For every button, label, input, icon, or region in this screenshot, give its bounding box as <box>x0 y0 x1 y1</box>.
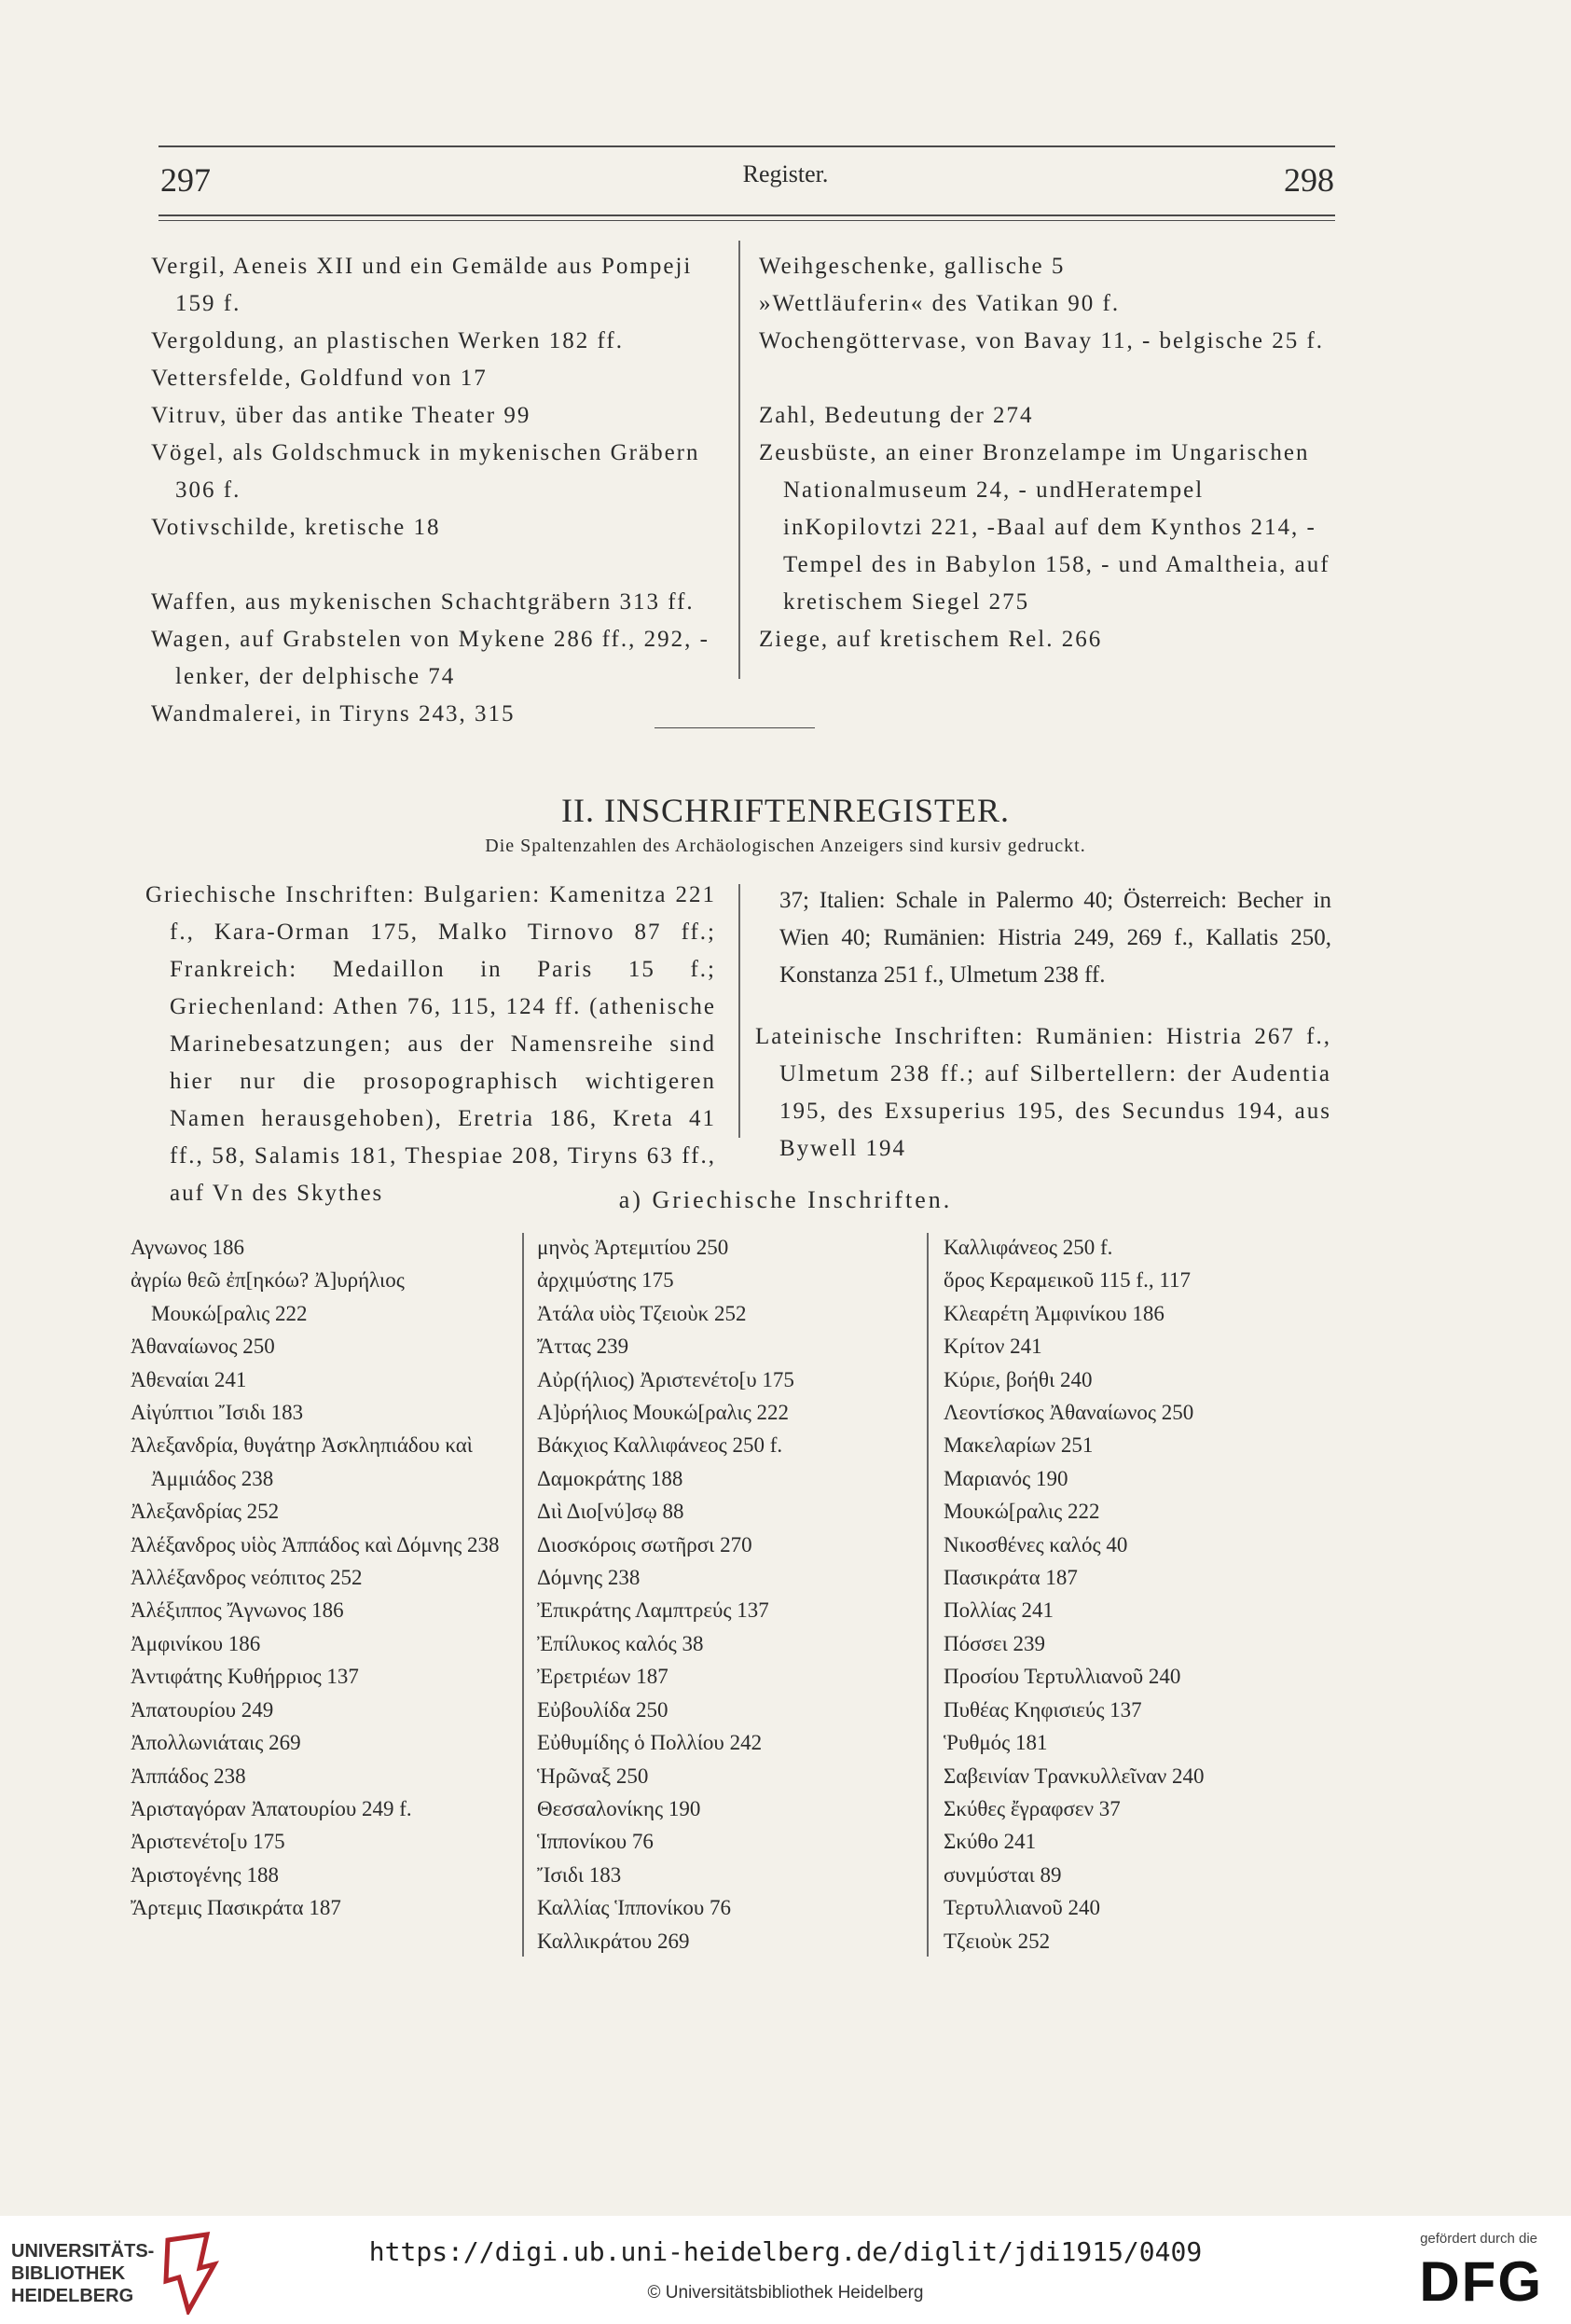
entry: Wagen, auf Grabstelen von Mykene 286 ff., 292, -lenker, der delphische 74 <box>151 627 710 689</box>
register-left-column <box>151 248 729 733</box>
intro-left-paragraph: Griechische Inschriften: Bulgarien: Kamenitza 221 f., Kara-Orman 175, Malko Tirnovo 87 ff.; Frankreich: Medaillon in Paris 15 f.; Griechenland: Athen 76, 115, 124 ff. (athenische Marinebesatzungen; aus der Namensreihe sind hier nur die prosopographisch wichtigeren Namen herausgehoben), Eretria 186, Kreta 41 ff., 58, Salamis 181, Thespiae 208, Tiryns 63 ff., auf Vn des Skythes <box>145 882 716 1206</box>
list-item: Ἡρῶναξ 250 <box>537 1764 649 1788</box>
copyright-notice: © Universitätsbibliothek Heidelberg <box>647 2283 924 2303</box>
list-item: Μακελαρίων 251 <box>944 1433 1094 1458</box>
entry: Vögel, als Goldschmuck in mykenischen Gräbern 306 f. <box>151 440 700 503</box>
list-item: Λεοντίσκος Ἀθαναίωνος 250 <box>944 1401 1194 1425</box>
list-item: Κύριε, βοήθι 240 <box>944 1367 1093 1391</box>
list-item: Καλλίας Ἱππονίκου 76 <box>537 1896 732 1920</box>
list-item: Εὐβουλίδα 250 <box>537 1697 668 1722</box>
entry: Zahl, Bedeutung der 274 <box>759 403 1034 428</box>
entry: Weihgeschenke, gallische 5 <box>759 254 1066 279</box>
list-item: Νικοσθένες καλός 40 <box>944 1532 1128 1556</box>
dfg-logo: DFG <box>1419 2250 1543 2313</box>
section-title: II. INSCHRIFTENREGISTER. <box>561 792 1010 829</box>
entry: Vitruv, über das antike Theater 99 <box>151 403 531 428</box>
list-item: Ἀλεξανδρία, θυγάτηρ Ἀσκληπιάδου καὶ Ἀμμιάδος 238 <box>131 1433 473 1490</box>
list-item: Καλλιφάνεος 250 f. <box>944 1236 1113 1259</box>
intro-column-divider <box>738 884 740 1138</box>
register-right-column <box>759 248 1337 658</box>
list-item: Δαμοκράτης 188 <box>537 1466 683 1490</box>
list-item: Ἀθαναίωνος 250 <box>131 1335 275 1359</box>
list-item: Αὐρ(ήλιος) Ἀριστενέτο[υ 175 <box>537 1367 794 1391</box>
list-item: Κλεαρέτη Ἀμφινίκου 186 <box>944 1301 1164 1325</box>
list-item: μηνὸς Ἀρτεμιτίου 250 <box>537 1236 729 1259</box>
list-item: Ἱππονίκου 76 <box>537 1830 654 1854</box>
list-item: Εὐθυμίδης ὁ Πολλίου 242 <box>537 1731 763 1755</box>
greek-column-1 <box>131 1231 522 1925</box>
entry: Waffen, aus mykenischen Schachtgräbern 313 ff. <box>151 589 695 615</box>
greek-column-2 <box>537 1231 910 1957</box>
list-item: Τζειοὺκ 252 <box>944 1929 1051 1953</box>
list-item: Ἄρτεμις Πασικράτα 187 <box>131 1896 341 1920</box>
list-item: Ἐρετριέων 187 <box>537 1665 668 1689</box>
entry: Wochengöttervase, von Bavay 11, - belgische 25 f. <box>759 328 1325 353</box>
column-divider <box>738 241 740 679</box>
list-item: ἀγρίω θεῶ ἐπ[ηκόω? Ἀ]υρήλιος Μουκώ[ραλις 222 <box>131 1268 405 1325</box>
list-item: συνμύσται 89 <box>944 1862 1062 1887</box>
list-item: ἀρχιμύστης 175 <box>537 1268 674 1293</box>
list-item: Ἀριστογένης 188 <box>131 1862 280 1887</box>
list-item: Πασικράτα 187 <box>944 1566 1078 1590</box>
section-separator <box>655 727 815 728</box>
list-item: Προσίου Τερτυλλιανοῦ 240 <box>944 1665 1181 1689</box>
funding-label: gefördert durch die <box>1420 2231 1537 2247</box>
list-item: Αἰγύπτιοι Ἴσιδι 183 <box>131 1401 304 1425</box>
entry: Wandmalerei, in Tiryns 243, 315 <box>151 701 516 726</box>
list-item: Ἀτάλα υἱὸς Τζειοὺκ 252 <box>537 1301 747 1325</box>
list-item: Ἀρισταγόραν Ἀπατουρίου 249 f. <box>131 1796 412 1820</box>
section-subtitle: Die Spaltenzahlen des Archäologischen Anzeigers sind kursiv gedruckt. <box>485 836 1086 856</box>
list-item: Ἀπατουρίου 249 <box>131 1697 274 1722</box>
intro-right-paragraph: 37; Italien: Schale in Palermo 40; Österreich: Becher in Wien 40; Rumänien: Histria 249, 269 f., Kallatis 250, Konstanza 251 f., Ulmetum 238 ff. Lateinische Inschriften: Rumänien: Histria 267 f., Ulmetum 238 ff.; auf Silbertellern: der Audentia 195, des Exsuperius 195, des Secundus 194, aus Bywell 194 <box>755 888 1331 1161</box>
list-item: Ἐπίλυκος καλός 38 <box>537 1631 704 1655</box>
entry: »Wettläuferin« des Vatikan 90 f. <box>759 291 1121 316</box>
list-item: Μαριανός 190 <box>944 1466 1068 1490</box>
list-item: Τερτυλλιανοῦ 240 <box>944 1896 1101 1920</box>
list-item: Α]ὐρήλιος Μουκώ[ραλις 222 <box>537 1401 790 1425</box>
list-item: Ῥυθμός 181 <box>944 1731 1048 1755</box>
entry: Votivschilde, kretische 18 <box>151 515 441 540</box>
right-page-number: 298 <box>1284 161 1334 199</box>
list-item: Σκύθο 241 <box>944 1830 1037 1854</box>
list-item: Πολλίας 241 <box>944 1598 1054 1623</box>
list-item: Ἀμφινίκου 186 <box>131 1631 261 1655</box>
list-item: Κρίτον 241 <box>944 1335 1042 1359</box>
left-page-number: 297 <box>160 161 211 199</box>
list-item: Ἀλέξανδρος υἱὸς Ἀππάδος καὶ Δόμνης 238 <box>131 1532 500 1556</box>
list-item: Διοσκόροις σωτῆρσι 270 <box>537 1532 752 1556</box>
footer-bar <box>0 2216 1571 2324</box>
list-item: Βάκχιος Καλλιφάνεος 250 f. <box>537 1433 783 1458</box>
list-item: Σαβεινίαν Τρανκυλλεῖναν 240 <box>944 1764 1205 1788</box>
header-bottom-rule <box>158 214 1335 216</box>
list-item: Πόσσει 239 <box>944 1631 1046 1655</box>
list-item: Μουκώ[ραλις 222 <box>944 1500 1100 1524</box>
running-title: Register. <box>742 160 829 187</box>
list-item: Ἀθεναίαι 241 <box>131 1367 247 1391</box>
list-item: Πυθέας Κηφισιεύς 137 <box>944 1697 1142 1722</box>
list-item: ὅρος Κεραμεικοῦ 115 f., 117 <box>944 1268 1191 1293</box>
header-bottom-rule-2 <box>158 220 1335 221</box>
list-item: Ἀπολλωνιάταις 269 <box>131 1731 301 1755</box>
greek-column-divider-1 <box>522 1233 524 1957</box>
list-item: Ἀππάδος 238 <box>131 1764 246 1788</box>
entry: Ziege, auf kretischem Rel. 266 <box>759 627 1103 652</box>
entry: Zeusbüste, an einer Bronzelampe im Ungarischen Nationalmuseum 24, - undHeratempel inKopilovtzi 221, -Baal auf dem Kynthos 214, -Tempel des in Babylon 158, - und Amaltheia, auf kretischem Siegel 275 <box>759 440 1330 615</box>
list-item: Διὶ Διο[νύ]σῳ 88 <box>537 1500 684 1524</box>
list-item: Ἴσιδι 183 <box>537 1862 622 1887</box>
entry: Vergil, Aeneis XII und ein Gemälde aus Pompeji 159 f. <box>151 254 693 316</box>
list-item: Σκύθες ἔγραφσεν 37 <box>944 1796 1121 1820</box>
entry: Vettersfelde, Goldfund von 17 <box>151 366 488 391</box>
list-item: Ἀλεξανδρίας 252 <box>131 1500 280 1524</box>
header-top-rule <box>158 145 1335 147</box>
list-item: Δόμνης 238 <box>537 1566 641 1590</box>
greek-column-divider-2 <box>927 1233 929 1957</box>
list-item: Ἀλέξιππος Ἄγνωνος 186 <box>131 1598 344 1623</box>
list-item: Αγνωνος 186 <box>131 1236 244 1259</box>
list-item: Ἐπικράτης Λαμπτρεύς 137 <box>537 1598 769 1623</box>
greek-column-3 <box>944 1231 1335 1957</box>
list-item: Καλλικράτου 269 <box>537 1929 690 1953</box>
list-item: Ἀριστενέτο[υ 175 <box>131 1830 285 1854</box>
list-item: Ἀντιφάτης Κυθήρριος 137 <box>131 1665 359 1689</box>
entry: Vergoldung, an plastischen Werken 182 ff. <box>151 328 624 353</box>
list-item: Ἄττας 239 <box>537 1335 629 1359</box>
subsection-heading: a) Griechische Inschriften. <box>618 1186 953 1213</box>
permalink-url[interactable]: https://digi.ub.uni-heidelberg.de/diglit/jdi1915/0409 <box>368 2236 1203 2267</box>
library-logo-text: UNIVERSITÄTS- BIBLIOTHEK HEIDELBERG <box>11 2241 155 2306</box>
list-item: Ἀλλέξανδρος νεόπιτος 252 <box>131 1566 363 1590</box>
list-item: Θεσσαλονίκης 190 <box>537 1796 701 1820</box>
